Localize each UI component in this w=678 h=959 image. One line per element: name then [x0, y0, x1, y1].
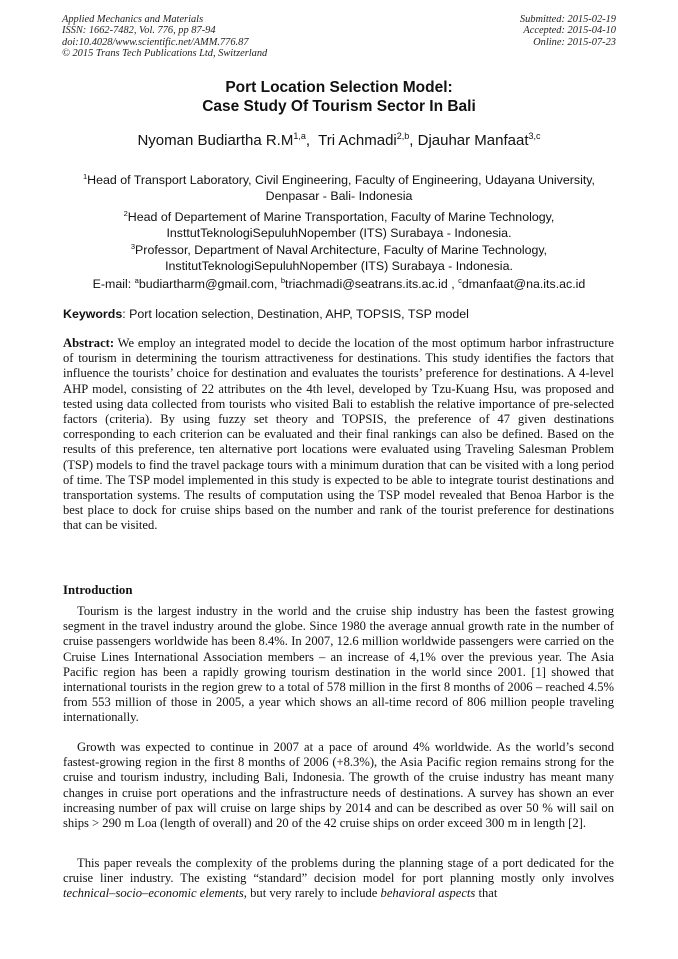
- intro-p3-emphasis-1: technical–socio–economic elements: [63, 886, 244, 901]
- journal-copyright: © 2015 Trans Tech Publications Ltd, Switzerland: [62, 48, 268, 60]
- author-2: Tri Achmadi: [318, 132, 397, 149]
- accepted-date: Accepted: 2015-04-10: [523, 25, 616, 37]
- submitted-date: Submitted: 2015-02-19: [519, 14, 616, 25]
- email-b-marker: b: [280, 276, 286, 285]
- affiliation-1-line-1: Head of Transport Laboratory, Civil Engineering, Faculty of Engineering, Udayana University,: [87, 173, 595, 188]
- email-line: [0, 276, 678, 291]
- author-list: Nyoman Budiartha $R.M^{1,a}$, Tri Achmadi$^{2,b}$, Djauhar Manfaat$^{3,c}$: [137, 131, 541, 149]
- affiliation-3: [60, 239, 618, 274]
- online-date: Online: 2015-07-23: [533, 36, 616, 48]
- email-b-link[interactable]: triachmadi@seatrans.its.ac.id ,: [285, 277, 459, 292]
- submission-dates: [520, 14, 616, 48]
- intro-paragraph-3: [63, 856, 614, 902]
- abstract-label: Abstract:: [63, 336, 115, 350]
- author-1-affiliation: 1,a: [293, 131, 306, 141]
- affiliation-1-number: 1: [83, 172, 88, 181]
- intro-p3-emphasis-2: behavioral aspects: [380, 886, 476, 901]
- affiliation-3-line-2: InstitutTeknologiSepuluhNopember (ITS) Surabaya - Indonesia.: [165, 258, 513, 273]
- affiliation-2-number: 2: [123, 209, 128, 218]
- journal-info: [62, 14, 267, 60]
- section-heading-introduction: Introduction: [63, 583, 133, 597]
- keywords-text: : Port location selection, Destination, AHP, TOPSIS, TSP model: [122, 307, 469, 321]
- intro-p3-part-1: This paper reveals the complexity of the problems during the planning stage of a port dedicated for the cruise liner industry. The existing “standard” decision model for port planning mostly only involves: [63, 856, 614, 886]
- email-a-marker: a: [134, 276, 139, 285]
- affiliation-3-line-1: Professor, Department of Naval Architecture, Faculty of Marine Technology,: [135, 243, 548, 258]
- journal-issn: ISSN: 1662-7482, Vol. 776, pp 87-94: [62, 25, 216, 37]
- intro-p3-part-3: that: [475, 886, 498, 901]
- title-line-1: Port Location Selection Model:: [225, 79, 453, 96]
- abstract: [63, 336, 614, 534]
- affiliation-1: [60, 169, 618, 204]
- affiliation-2: [60, 206, 618, 241]
- email-c-link[interactable]: dmanfaat@na.its.ac.id: [461, 277, 586, 292]
- author-2-affiliation: 2,b: [396, 131, 410, 141]
- intro-p3-part-2: , but very rarely to include: [243, 886, 381, 901]
- email-label: E-mail:: [92, 277, 135, 292]
- journal-doi[interactable]: doi:10.4028/www.scientific.net/AMM.776.87: [62, 36, 249, 48]
- keywords-label: Keywords: [63, 307, 123, 321]
- affiliation-2-line-1: Head of Departement of Marine Transportation, Faculty of Marine Technology,: [127, 210, 555, 225]
- abstract-text: We employ an integrated model to decide the location of the most optimum harbor infrastructure of tourism in determining the tourism attractiveness for destinations. This study identifies the factors that influence the tourists’ choice for destination and evaluates the tourists’ preference for destinations. A 4-level AHP model, consisting of 22 attributes on the 4th level, developed by Tzu-Kuang Hsu, was proposed and tested using data collected from tourists who visited Bali to establish the relative importance of pre-selected factors (criteria). By using fuzzy set theory and TOPSIS, the preference of 47 given destinations corresponding to each criterion can be evaluated and their final rankings can also be defined. Based on the results of this preference, ten alternative port locations were evaluated using Traveling Salesman Problem (TSP) models to find the travel package tours with a minimum duration that can be visited with a long period of time. The TSP model implemented in this study is expected to be able to integrate tourist destinations and transportation systems. The results of computation using the TSP model revealed that Benoa Harbor is the best place to dock for cruise ships based on the number and rank of the tourist preference for destinations that can be visited.: [63, 336, 614, 533]
- paper-title: [0, 78, 678, 116]
- intro-paragraph-1: Tourism is the largest industry in the world and the cruise ship industry has been the fastest growing segment in the travel industry around the globe. Since 1980 the average annual growth rate in the number of cruise passengers worldwide has been 8.4%. In 2007, 12.6 million worldwide passengers were carried on the Cruise Lines International Association members – an increase of 4,1% over the previous year. The Asia Pacific region has been a rapidly growing tourism destination in the world since 2001. [1] showed that international tourists in the region grew to a total of 578 million in the first 8 months of 2006 – reached 4.5% from 553 million of those in 2005, a year which shows an all-time record of 806 million people traveling internationally.: [63, 604, 614, 725]
- affiliation-3-number: 3: [130, 242, 136, 251]
- journal-name: Applied Mechanics and Materials: [62, 14, 204, 25]
- affiliation-2-line-2: InsttutTeknologiSepuluhNopember (ITS) Surabaya - Indonesia.: [166, 225, 512, 240]
- author-3-affiliation: 3,c: [528, 131, 541, 141]
- author-3: Djauhar Manfaat: [417, 132, 529, 149]
- keywords: [63, 307, 619, 321]
- author-1: Nyoman Budiartha R.M: [137, 132, 294, 149]
- title-line-2: Case Study Of Tourism Sector In Bali: [202, 98, 476, 115]
- affiliation-1-line-2: Denpasar - Bali- Indonesia: [265, 188, 413, 203]
- email-c-marker: c: [458, 276, 462, 285]
- intro-paragraph-2: Growth was expected to continue in 2007 at a pace of around 4% worldwide. As the world’s second fastest-growing region in the first 8 months of 2006 (+8.3%), the Asia Pacific region remains strong for the cruise and tourism industry, including Bali, Indonesia. The growth of the cruise industry has meant many changes in cruise port operations and the infrastructure needs of destinations. A survey has shown an ever increasing number of pax will cruise on large ships by 2014 and can be described as over 50 % will sail on ships > 290 m Loa (length of overall) and 20 of the 42 cruise ships on order exceed 300 m in length [2].: [63, 740, 614, 831]
- email-a-link[interactable]: budiartharm@gmail.com,: [138, 277, 281, 292]
